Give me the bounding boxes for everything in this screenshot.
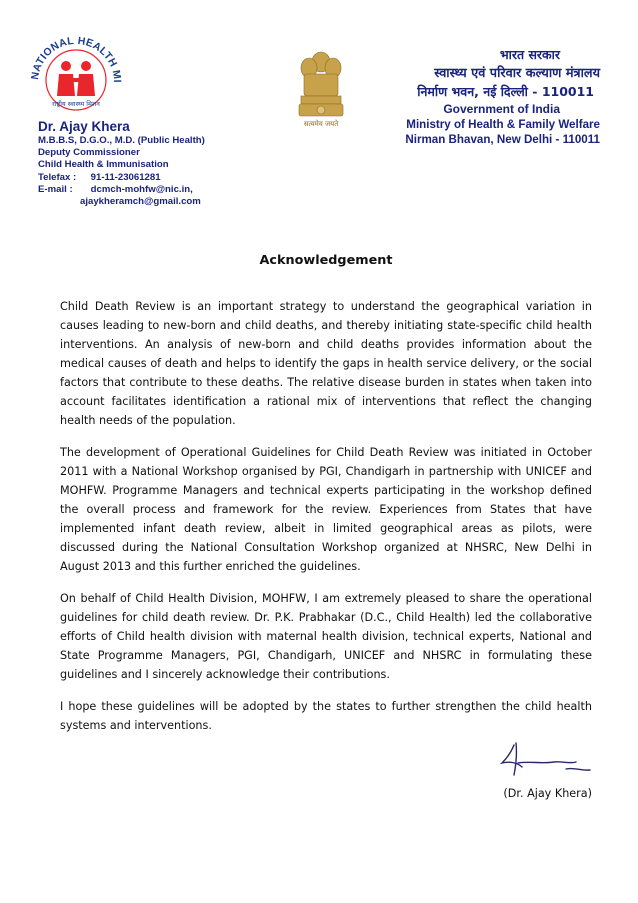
telefax-row: [38, 172, 205, 184]
document-title: Acknowledgement: [259, 253, 393, 268]
national-emblem: [290, 50, 352, 134]
signature-graphic: [496, 737, 596, 785]
sender-department: Child Health & Immunisation: [38, 159, 169, 171]
email-secondary[interactable]: ajaykheramch@gmail.com: [80, 196, 201, 208]
government-line: Government of India: [443, 101, 560, 116]
sender-name: Dr. Ajay Khera: [38, 119, 130, 134]
email-label: E-mail :: [38, 183, 73, 195]
ministry-details: [360, 46, 600, 147]
national-health-mission-logo: [26, 30, 126, 122]
address-line: Nirman Bhavan, New Delhi - 110011: [405, 132, 600, 146]
hindi-address-line: निर्माण भवन, नई दिल्ली - 110011: [417, 84, 594, 99]
email-row: [38, 184, 205, 196]
lion-capital-icon: [295, 50, 347, 120]
paragraph: The development of Operational Guidelines for Child Death Review was initiated in October 2011 with a National Workshop organised by PGI, Chandigarh in partnership with UNICEF and MOHFW. Programme Managers and technical experts participating in the workshop defined the overall process and framework for the review. Experiences from States that have implemented infant death review, albeit in limited geographical areas as pilots, were discussed during the National Consultation Workshop organized at NHSRC, New Delhi in August 2013 and this further enriched the guidelines.: [60, 446, 592, 573]
nhm-logo-graphic: [26, 30, 126, 122]
hindi-government-line: भारत सरकार: [499, 47, 560, 62]
sender-designation: Deputy Commissioner: [38, 147, 140, 159]
telefax-label: Telefax :: [38, 171, 77, 183]
hindi-ministry-line: स्वास्थ्य एवं परिवार कल्याण मंत्रालय: [434, 65, 600, 81]
sender-details: [38, 119, 205, 208]
nhm-ring-text: NATIONAL HEALTH MI: [28, 34, 124, 83]
emblem-motto: सत्यमेव जयते: [303, 120, 339, 128]
sender-degrees: M.B.B.S, D.G.O., M.D. (Public Health): [38, 135, 205, 146]
paragraph: Child Death Review is an important strategy to understand the geographical variation in causes leading to new-born and child deaths, and thereby initiating state-specific child health interventions. An analysis of new-born and child deaths provides information about the medical causes of death and helps to identify the gaps in health service delivery, or the social factors that contribute to these deaths. The relative disease burden in states when taken into account facilitates identification a rational mix of interventions that reflect the changing health needs of the population.: [60, 300, 592, 427]
paragraph: On behalf of Child Health Division, MOHFW, I am extremely pleased to share the operational guidelines for child death review. Dr. P.K. Prabhakar (D.C., Child Health) led the collaborative efforts of Child health division with maternal health division, technical experts, National and State Programme Managers, PGI, Chandigarh, UNICEF and NHSRC in formulating these guidelines and I sincerely acknowledge their contributions.: [60, 592, 592, 681]
handwritten-signature: [496, 737, 596, 785]
email-primary[interactable]: dcmch-mohfw@nic.in,: [90, 183, 193, 195]
document-body: [60, 297, 592, 748]
signatory-name: (Dr. Ajay Khera): [503, 787, 592, 800]
ministry-line: Ministry of Health & Family Welfare: [406, 117, 600, 131]
telefax-value: 91-11-23061281: [90, 171, 161, 183]
paragraph: I hope these guidelines will be adopted by the states to further strengthen the child health systems and interventions.: [60, 700, 592, 732]
nhm-motto: राष्ट्रीय स्वास्थ्य मिशन: [52, 100, 100, 108]
